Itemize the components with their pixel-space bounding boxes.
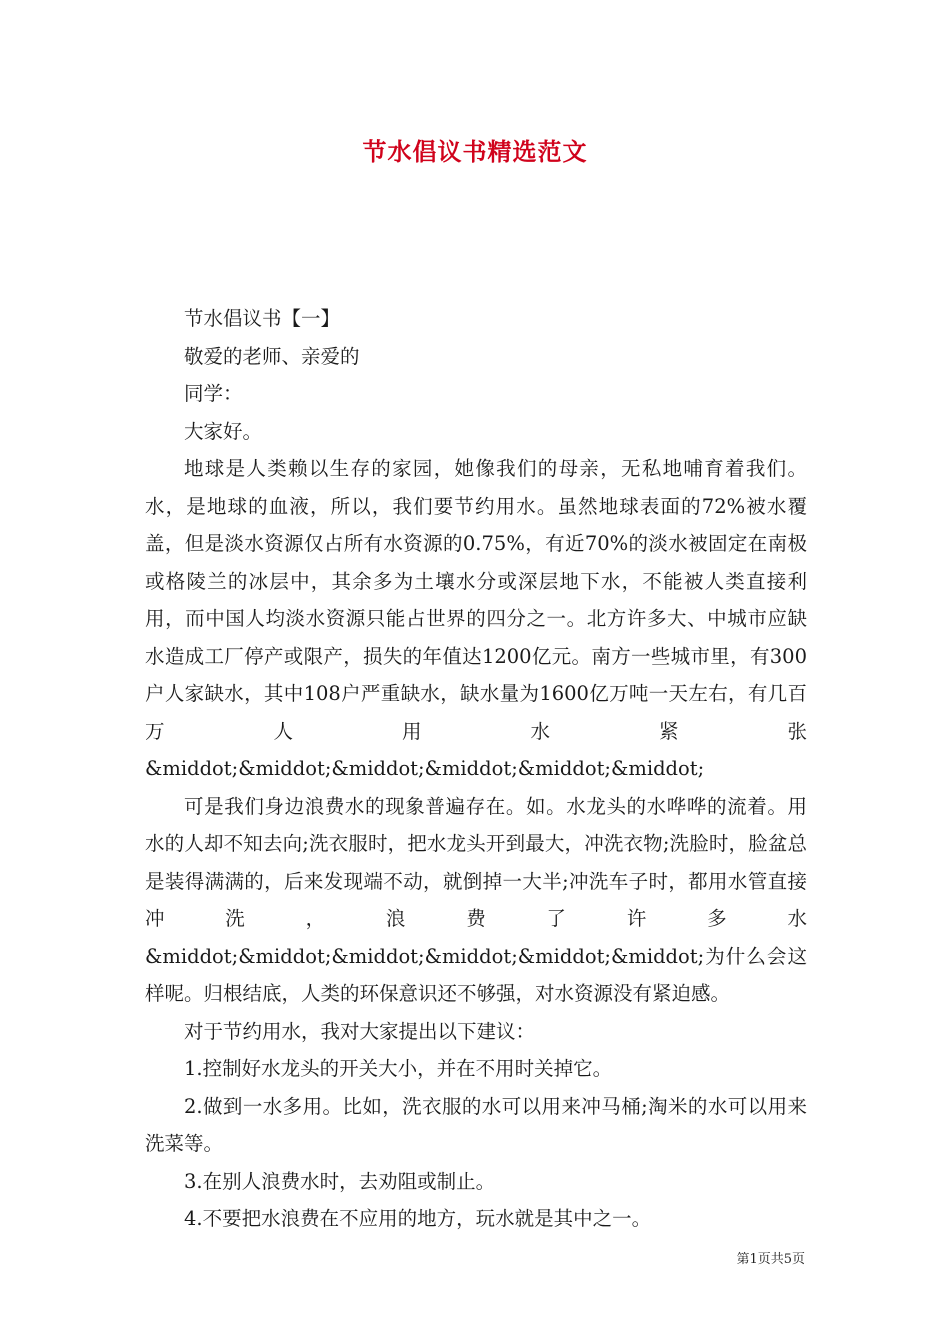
document-title: 节水倡议书精选范文	[362, 137, 588, 166]
paragraph-earth-water: 地球是人类赖以生存的家园，她像我们的母亲，无私地哺育着我们。水，是地球的血液，所以，我们要节约用水。虽然地球表面的72%被水覆盖，但是淡水资源仅占所有水资源的0.75%，有近70%的淡水被固定在南极或格陵兰的冰层中，其余多为土壤水分或深层地下水，不能被人类直接利用，而中国人均淡水资源只能占世界的四分之一。北方许多大、中城市应缺水造成工厂停产或限产，损失的年值达1200亿元。南方一些城市里，有300户人家缺水，其中108户严重缺水，缺水量为1600亿万吨一天左右，有几百万人用水紧张&middot;&middot;&middot;&middot;&middot;&middot;	[145, 457, 807, 780]
suggestion-item-3: 3.在别人浪费水时，去劝阻或制止。	[184, 1169, 496, 1193]
suggestions-intro: 对于节约用水，我对大家提出以下建议：	[184, 1019, 536, 1043]
suggestion-item-2: 2.做到一水多用。比如，洗衣服的水可以用来冲马桶;淘米的水可以用来洗菜等。	[145, 1094, 807, 1155]
suggestion-item-4: 4.不要把水浪费在不应用的地方，玩水就是其中之一。	[184, 1207, 652, 1230]
paragraph-waste: 可是我们身边浪费水的现象普遍存在。如。水龙头的水哗哗的流着。用水的人却不知去向;洗衣服时，把水龙头开到最大，冲洗衣物;洗脸时，脸盆总是装得满满的，后来发现端不动，就倒掉一大半;冲洗车子时，都用水管直接冲洗，浪费了许多水&middot;&middot;&middot;&middot;&middot;&middot;为什么会这样呢。归根结底，人类的环保意识还不够强，对水资源没有紧迫感。	[145, 794, 807, 1005]
page-number: 第1页共5页	[736, 1252, 805, 1267]
document-body	[145, 300, 807, 1238]
salutation-line-2: 同学：	[184, 382, 243, 405]
section-heading: 节水倡议书【一】	[184, 307, 341, 330]
greeting: 大家好。	[184, 419, 263, 443]
suggestion-item-1: 1.控制好水龙头的开关大小，并在不用时关掉它。	[184, 1057, 613, 1080]
salutation-line-1: 敬爱的老师、亲爱的	[184, 344, 360, 368]
